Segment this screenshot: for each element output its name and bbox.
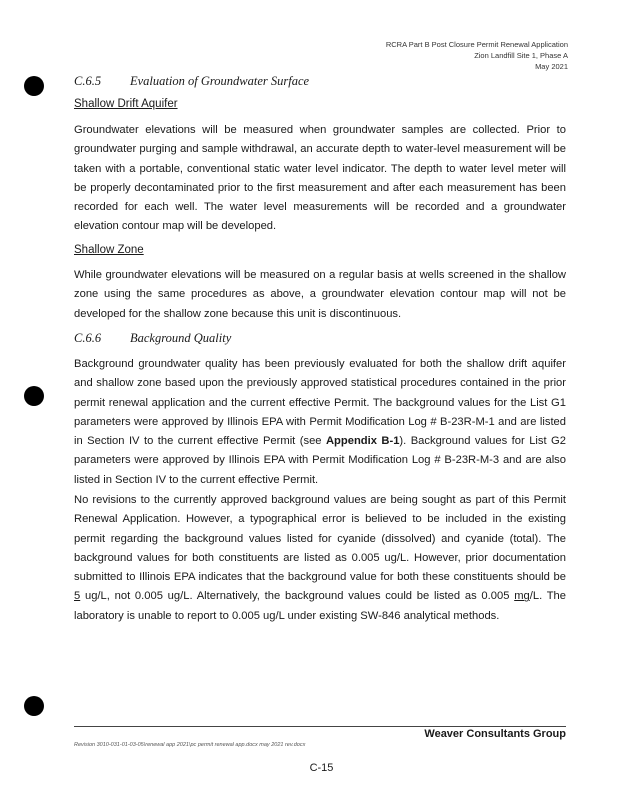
underlined-value: 5 [74, 590, 81, 603]
text-run: Background groundwater quality has been previously evaluated for both the shallow drift aquifer and shallow zone based upon the previously approved statistical procedures contained in the prior permit renewal application and the current effective Permit. The background values for the List G1 parameters were approved by Illinois EPA with Permit Modification Log # B-23R-M-1 and are listed in Section IV to the current effective Permit (see [74, 358, 566, 448]
section-title: Evaluation of Groundwater Surface [130, 74, 310, 88]
page-number: C-15 [309, 762, 334, 774]
file-path: Revision 3010-031-01-03-05\renewal app 2021\pc permit renewal app.docx may 2021 rev.docx [74, 742, 306, 748]
punch-hole-middle [24, 386, 44, 406]
section-heading-c666 [74, 331, 231, 346]
text-run: ). Background values for List G2 parameters were approved by Illinois EPA with Permit Modification Log # B-23R-M-3 and are also listed in Section IV to the current effective Permit. [74, 435, 566, 486]
appendix-reference: Appendix B-1 [325, 435, 400, 448]
punch-hole-top [24, 76, 44, 96]
header-line-3: May 2021 [535, 62, 568, 71]
header-line-1: RCRA Part B Post Closure Permit Renewal Application [385, 40, 568, 49]
text-run: /L. The laboratory is unable to report to 0.005 ug/L under existing SW-846 analytical methods. [74, 590, 567, 622]
section-title: Background Quality [130, 331, 232, 345]
footer-divider [74, 726, 566, 727]
header-line-2: Zion Landfill Site 1, Phase A [474, 51, 568, 60]
underlined-unit: mg [514, 590, 530, 603]
text-run: No revisions to the currently approved background values are being sought as part of this Permit Renewal Application. However, a typographical error is believed to be included in the existing permit regarding the background values listed for cyanide (dissolved) and cyanide (total). The background values for both constituents are listed as 0.005 ug/L. However, prior documentation submitted to Illinois EPA indicates that the background value for both these constituents should be [74, 494, 566, 584]
subheading-shallow-drift-aquifer: Shallow Drift Aquifer [74, 98, 178, 110]
paragraph-groundwater-elevations: Groundwater elevations will be measured when groundwater samples are collected. Prior to groundwater purging and sample withdrawal, an accurate depth to water-level measurement will be taken with a portable, conventional static water level indicator. The depth to water level meter will be properly decontaminated prior to the first measurement and after each measurement has been recorded for each well. The water level measurements will be recorded and a groundwater elevation contour map will be developed. [74, 124, 566, 233]
text-run: ug/L, not 0.005 ug/L. Alternatively, the background values could be listed as 0.005 [80, 590, 515, 603]
section-number: C.6.5 [74, 74, 102, 88]
company-name: Weaver Consultants Group [424, 728, 566, 740]
section-heading-c665 [74, 74, 309, 89]
punch-hole-bottom [24, 696, 44, 716]
subheading-shallow-zone: Shallow Zone [74, 244, 144, 256]
paragraph-background-quality [74, 355, 566, 490]
section-number: C.6.6 [74, 331, 102, 345]
document-header [386, 39, 568, 72]
paragraph-shallow-zone: While groundwater elevations will be measured on a regular basis at wells screened in the shallow zone using the same procedures as above, a groundwater elevation contour map will not be developed for the shallow zone because this unit is discontinuous. [74, 269, 566, 320]
paragraph-no-revisions [74, 491, 566, 626]
